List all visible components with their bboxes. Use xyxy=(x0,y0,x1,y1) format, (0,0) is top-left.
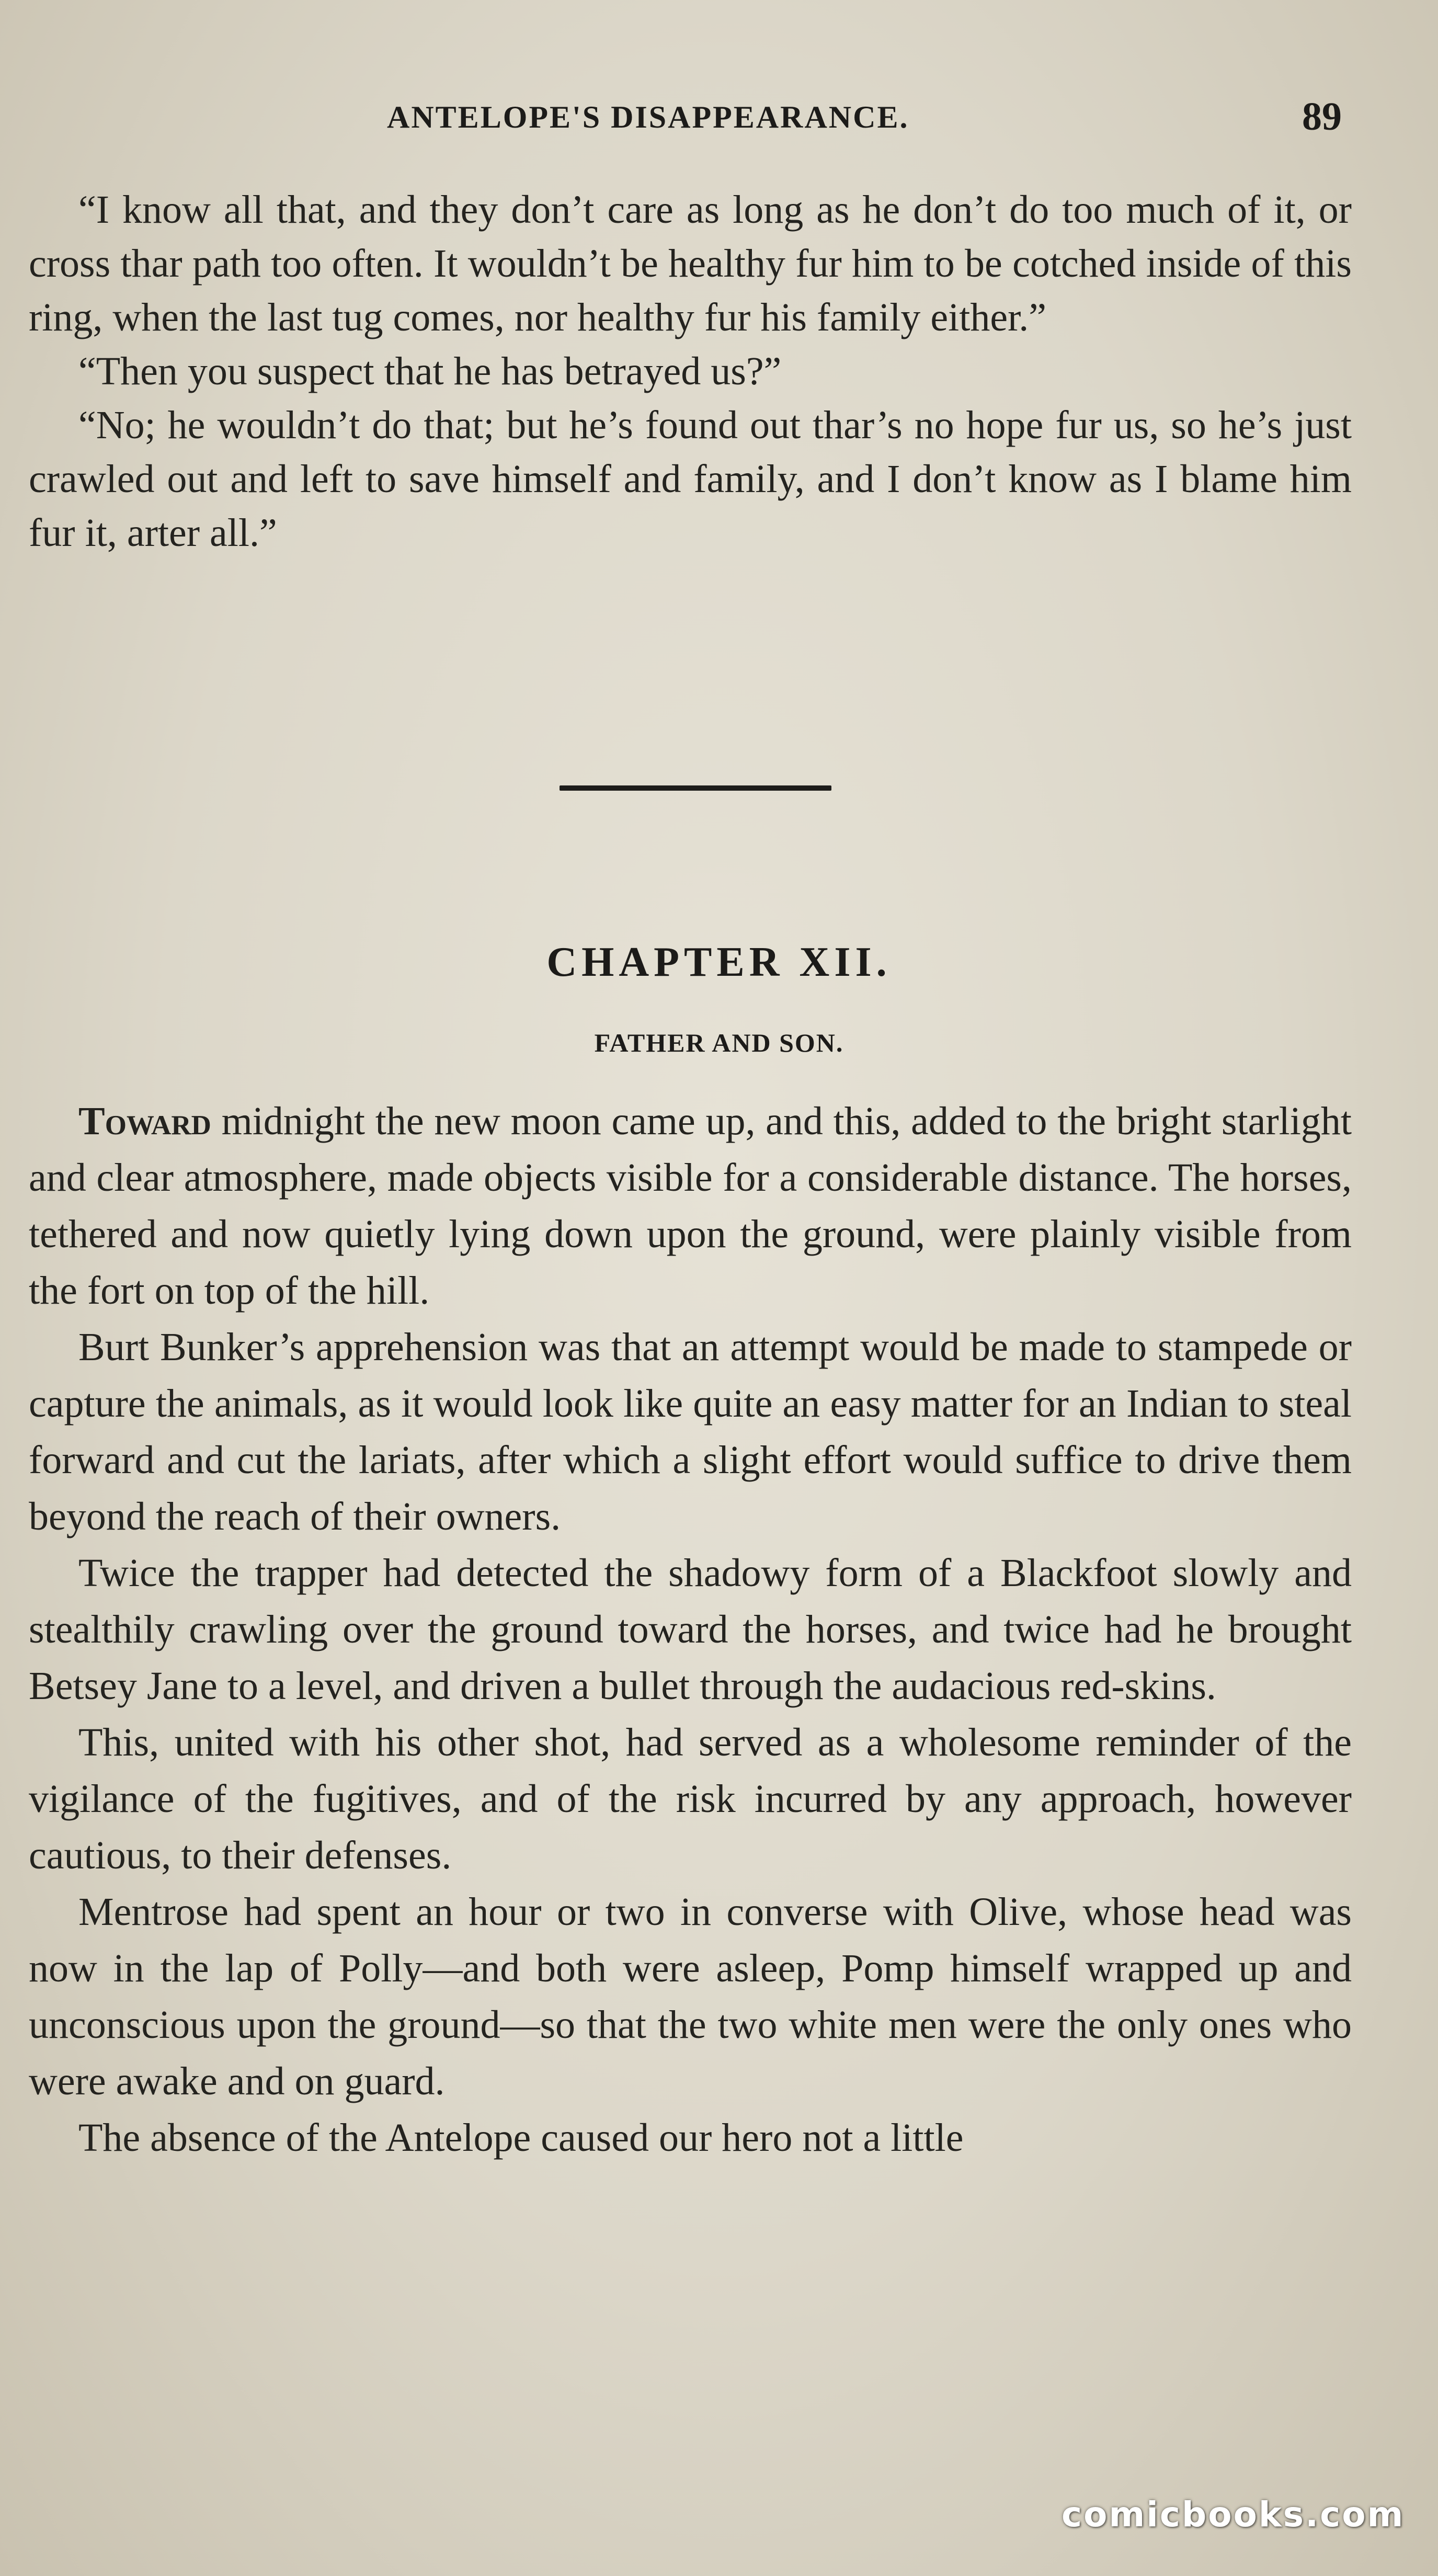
chapter-title: CHAPTER XII. xyxy=(546,939,892,985)
paragraph-text: midnight the new moon came up, and this, added to the bright starlight and clear atmosphere, made objects visible for a considerable distance. The horses, tethered and now quietly lying down upon the ground, were plainly visible from the fort on top of the hill. xyxy=(29,1099,1352,1313)
paragraph: “Then you suspect that he has betrayed us?” xyxy=(78,349,782,393)
paragraph: Twice the trapper had detected the shadowy form of a Blackfoot slowly and stealthily crawling over the ground toward the horses, and twice had he brought Betsey Jane to a level, and driven a bullet through the audacious red-skins. xyxy=(29,1551,1352,1708)
page-number: 89 xyxy=(1302,95,1342,139)
watermark: comicbooks.com xyxy=(1062,2494,1405,2535)
paragraph: The absence of the Antelope caused our hero not a little xyxy=(78,2116,964,2160)
section-divider xyxy=(560,785,831,791)
continued-dialogue xyxy=(29,183,1352,560)
chapter-body xyxy=(29,1093,1352,2166)
lead-word: Toward xyxy=(78,1099,211,1143)
paragraph: “No; he wouldn’t do that; but he’s found out thar’s no hope fur us, so he’s just crawled out and left to save himself and family, and I don’t know as I blame him fur it, arter all.” xyxy=(29,403,1352,555)
chapter-subtitle: FATHER AND SON. xyxy=(594,1028,844,1057)
paragraph: This, united with his other shot, had served as a wholesome reminder of the vigilance of the fugitives, and of the risk incurred by any approach, however cautious, to their defenses. xyxy=(29,1720,1352,1877)
paragraph xyxy=(29,1093,1352,1319)
paragraph: Mentrose had spent an hour or two in converse with Olive, whose head was now in the lap of Polly—and both were asleep, Pomp himself wrapped up and unconscious upon the ground—so that the two white men were the only ones who were awake and on guard. xyxy=(29,1890,1352,2103)
paragraph: Burt Bunker’s apprehension was that an attempt would be made to stampede or capture the animals, as it would look like quite an easy matter for an Indian to steal forward and cut the lariats, after which a slight effort would suffice to drive them beyond the reach of their owners. xyxy=(29,1325,1352,1538)
running-header xyxy=(0,89,1438,146)
paragraph: “I know all that, and they don’t care as long as he don’t do too much of it, or cross thar path too often. It wouldn’t be healthy fur him to be cotched inside of this ring, when the last tug comes, nor healthy fur his family either.” xyxy=(29,188,1352,339)
running-title: ANTELOPE'S DISAPPEARANCE. xyxy=(387,100,909,134)
